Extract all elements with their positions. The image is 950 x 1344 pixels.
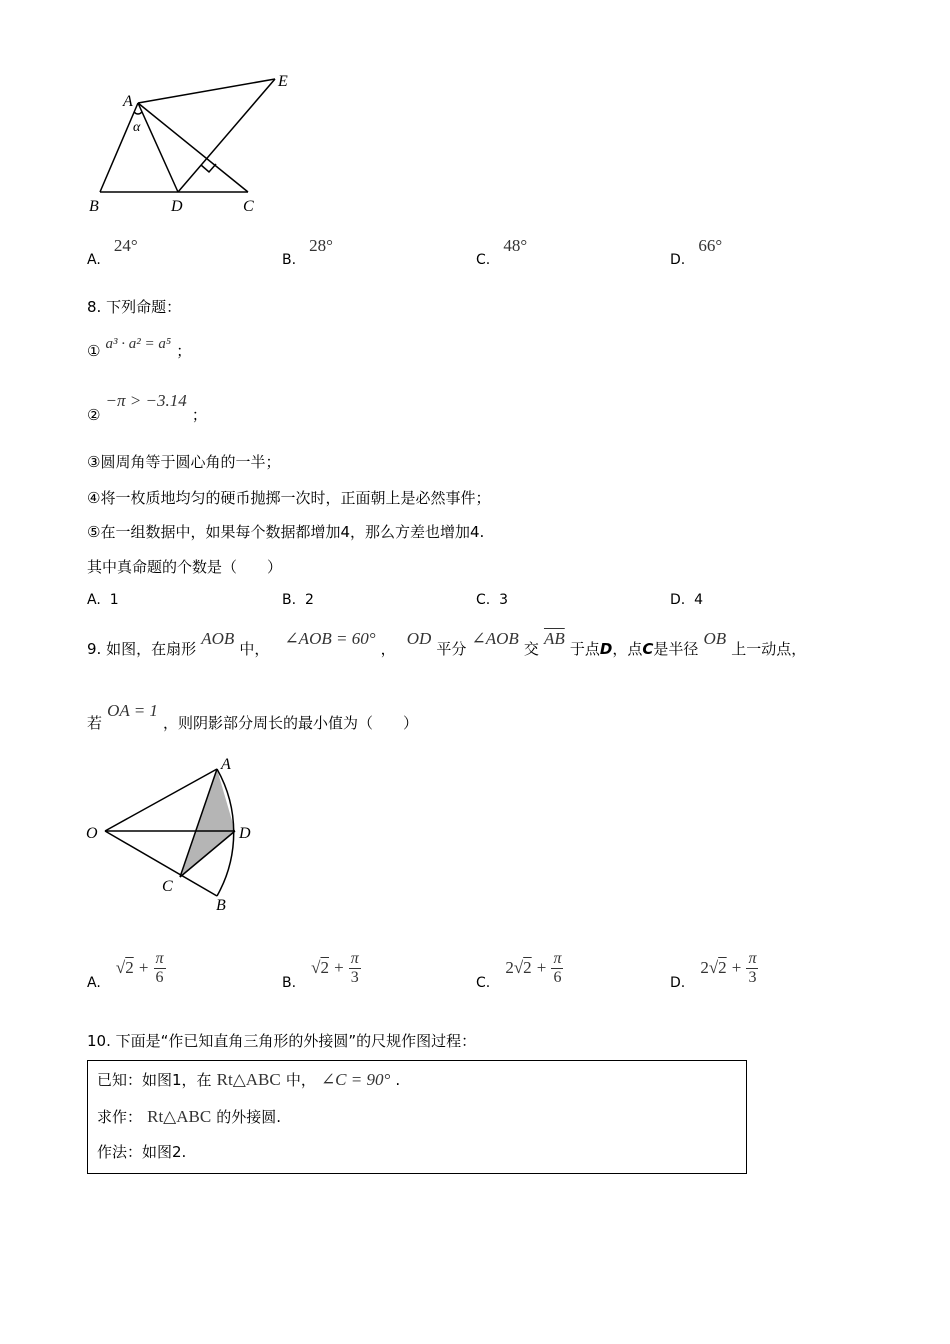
q10-given-box <box>87 1060 747 1174</box>
q8-option-c[interactable]: C. 3 <box>476 592 509 608</box>
q7-label-d: D <box>171 198 183 215</box>
q9-option-b[interactable]: B. √2 + $\frac{\pi}{3}$ <box>282 950 359 991</box>
q8-option-d[interactable]: D. 4 <box>670 592 704 608</box>
q10-given-line: 已知：如图1，在 Rt△ABC 中， ∠C = 90° . <box>97 1070 401 1089</box>
q7-label-b: B <box>89 198 99 215</box>
q9-label-b: B <box>216 897 226 914</box>
q9-label-o: O <box>86 825 98 842</box>
q7-option-c[interactable]: C. 48° <box>476 236 528 268</box>
q7-option-b[interactable]: B. 28° <box>282 236 333 268</box>
q9-option-d[interactable]: D. 2√2 + $\frac{\pi}{3}$ <box>670 950 757 991</box>
q8-item-2: ② −π > −3.14 ； <box>87 391 207 424</box>
q9-stem-line1: 9. 如图，在扇形 AOB 中， ∠AOB = 60° ， OD 平分 ∠AOB 交 $\overline{AB}$ 于点D，点C是半径 OB 上一动点， <box>87 629 807 658</box>
q8-item-5: ⑤在一组数据中，如果每个数据都增加4，那么方差也增加4. <box>87 523 485 541</box>
q8-item-1: ① a³ · a² = a⁵ ； <box>87 336 192 360</box>
q7-option-a[interactable]: A. 24° <box>87 236 138 268</box>
q10-method-line: 作法：如图2. <box>97 1143 187 1161</box>
q7-label-c: C <box>243 198 254 215</box>
q9-label-a: A <box>221 756 231 773</box>
q8-stem: 8. 下列命题： <box>87 298 182 316</box>
q9-sector-figure <box>80 750 260 920</box>
q8-item-4: ④将一枚质地均匀的硬币抛掷一次时，正面朝上是必然事件； <box>87 489 491 507</box>
q9-option-a[interactable]: A. √2 + $\frac{\pi}{6}$ <box>87 950 164 991</box>
q9-option-c[interactable]: C. 2√2 + $\frac{\pi}{6}$ <box>476 950 562 991</box>
q9-label-d: D <box>239 825 251 842</box>
q7-label-a: A <box>123 93 133 110</box>
q7-label-alpha: α <box>133 120 141 135</box>
q8-item-3: ③圆周角等于圆心角的一半； <box>87 453 281 471</box>
q7-option-d[interactable]: D. 66° <box>670 236 723 268</box>
q8-question: 其中真命题的个数是（ ） <box>87 558 283 576</box>
q8-option-a[interactable]: A. 1 <box>87 592 119 608</box>
q9-label-c: C <box>162 878 173 895</box>
q8-option-b[interactable]: B. 2 <box>282 592 314 608</box>
q7-triangle-figure <box>80 65 310 220</box>
q7-label-e: E <box>278 73 288 90</box>
q10-stem: 10. 下面是“作已知直角三角形的外接圆”的尺规作图过程： <box>87 1032 477 1050</box>
q10-construct-line: 求作： Rt△ABC 的外接圆. <box>97 1107 282 1126</box>
q9-stem-line2: 若 OA = 1 ，则阴影部分周长的最小值为（ ） <box>87 701 419 732</box>
